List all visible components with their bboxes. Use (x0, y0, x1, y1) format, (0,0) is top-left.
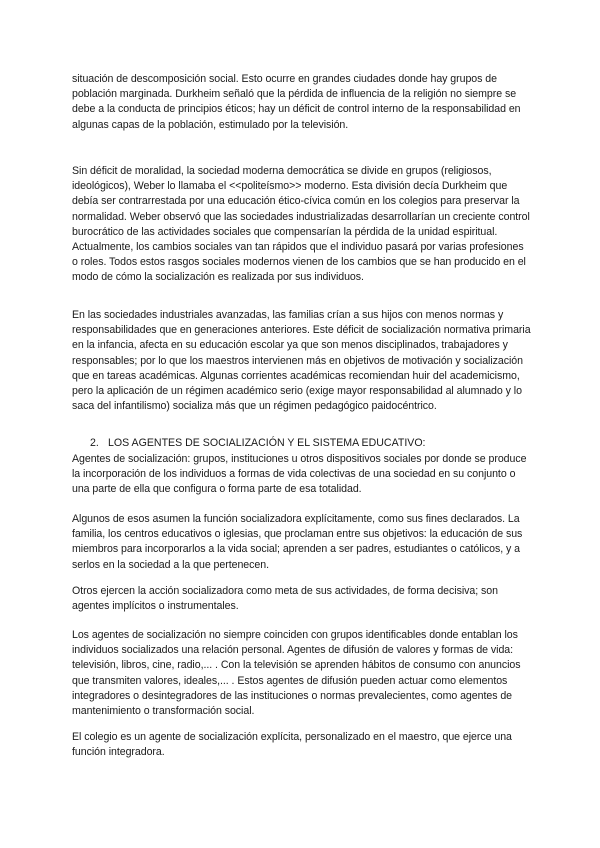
paragraph-moralidad: Sin déficit de moralidad, la sociedad moderna democrática se divide en grupos (religiosos, ideológicos), Weber lo llamaba el <<politeísmo>> moderno. Esta división decía Durkheim que debía ser contrarrestada por una educación ético-cívica común en los colegios para preservar la normalidad. Weber observó que las sociedades industrializadas desarrollarían un creciente control burocrático de las actividades sociales que compensarían la pérdida de la unidad espiritual. Actualmente, los cambios sociales van tan rápidos que el individuo pasará por varias profesiones o roles. Todos estos rasgos sociales modernos vienen de los cambios que se han producido en el modo de cómo la socialización es realizada por sus individuos. (72, 165, 530, 284)
section-heading (90, 436, 540, 451)
paragraph-agentes-difusion: Los agentes de socialización no siempre coinciden con grupos identificables donde entablan los individuos socializados una relación personal. Agentes de difusión de valores y formas de vida: televisión, libros, cine, radio,... . Con la televisión se aprenden hábitos de consumo con anuncios que transmiten valores, ideales,... . Estos agentes de difusión pueden actuar como elementos integradores o desintegradores de las instituciones o normas prevalecientes, como agentes de mantenimiento o transformación social. (72, 629, 521, 718)
paragraph-descomposicion: situación de descomposición social. Esto ocurre en grandes ciudades donde hay grupos de población marginada. Durkheim señaló que la pérdida de influencia de la religión no siempre se debe a la conducta de principios éticos; hay un déficit de control interno de la responsabilidad en algunas capas de la población, estimulado por la televisión. (72, 73, 521, 131)
paragraph-sociedades-industriales: En las sociedades industriales avanzadas, las familias crían a sus hijos con menos normas y responsabilidades que en generaciones anteriores. Este déficit de socialización normativa primaria en la infancia, afecta en su educación escolar ya que son menos disciplinados, trabajadores y responsables; por lo que los maestros intervienen más en objetivos de motivación y socialización que en tareas académicas. Algunas corrientes académicas recomiendan huir del academicismo, pero la aplicación de un régimen académico serio (exige mayor responsabilidad al alumnado y lo saca del infantilismo) socializa más que un régimen pedagógico paidocéntrico. (72, 309, 531, 413)
section-number: 2. (90, 437, 99, 449)
paragraph-funcion-explicita: Algunos de esos asumen la función socializadora explícitamente, como sus fines declarados. La familia, los centros educativos o iglesias, que proclaman entre sus objetivos: la educación de sus miembros para incorporarlos a la vida social; aprenden a ser padres, estudiantes o católicos, y a serlos en la sociedad a la que pertenecen. (72, 513, 523, 571)
paragraph-agentes-implicitos: Otros ejercen la acción socializadora como meta de sus actividades, de forma decisiva; son agentes implícitos o instrumentales. (72, 585, 498, 613)
section-title: LOS AGENTES DE SOCIALIZACIÓN Y EL SISTEMA EDUCATIVO: (108, 437, 426, 449)
paragraph-colegio: El colegio es un agente de socialización explícita, personalizado en el maestro, que ejerce una función integradora. (72, 731, 512, 759)
paragraph-agentes-definicion: Agentes de socialización: grupos, instituciones u otros dispositivos sociales por donde se produce la incorporación de los individuos a formas de vida colectivas de una sociedad en su conjunto o una parte de ella que configura o forma parte de esa totalidad. (72, 453, 527, 496)
